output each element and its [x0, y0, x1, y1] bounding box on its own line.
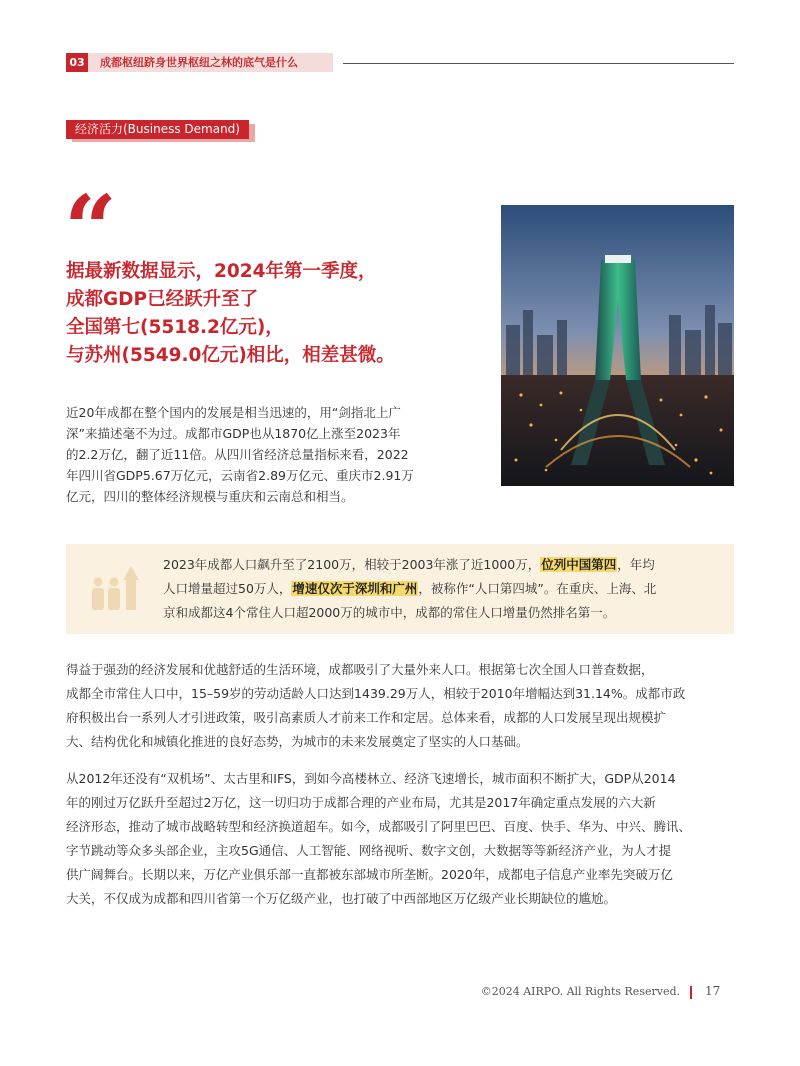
- quote-mark-icon: “: [64, 175, 117, 283]
- intro-paragraph: [66, 402, 456, 507]
- text-line: 府积极出台一系列人才引进政策，吸引高素质人才前来工作和定居。总体来看，成都的人口发展呈现出规模扩: [66, 710, 667, 725]
- page-number: 17: [705, 984, 721, 998]
- text-line: 大关，不仅成为成都和四川省第一个万亿级产业，也打破了中西部地区万亿级产业长期缺位的尴尬。: [66, 891, 617, 906]
- text-line: 字节跳动等众多头部企业，主攻5G通信、人工智能、网络视听、数字文创，大数据等等新经济产业，为人才提: [66, 843, 672, 858]
- highlight-line: 2023年成都人口飙升至了2100万，相较于2003年涨了近1000万，位列中国第四，年均: [163, 557, 655, 572]
- chengdu-skyline-photo: [501, 205, 734, 486]
- text-line: 经济形态，推动了城市战略转型和经济换道超车。如今，成都吸引了阿里巴巴、百度、快手、华为、中兴、腾讯、: [66, 819, 692, 834]
- header-divider: [343, 63, 734, 64]
- text-line: 得益于强劲的经济发展和优越舒适的生活环境，成都吸引了大量外来人口。根据第七次全国人口普查数据，: [66, 662, 654, 677]
- text-line: 年四川省GDP5.67万亿元，云南省2.89万亿元、重庆市2.91万: [66, 468, 414, 483]
- text-line: 年的刚过万亿跃升至超过2万亿，这一切归功于成都合理的产业布局，尤其是2017年确定重点发展的六大新: [66, 795, 656, 810]
- quote-line: 据最新数据显示，2024年第一季度，: [66, 261, 377, 282]
- industry-paragraph: [66, 767, 738, 911]
- text-line: 近20年成都在整个国内的发展是相当迅速的，用“剑指北上广: [66, 405, 401, 420]
- text-line: 深”来描述毫不为过。成都市GDP也从1870亿上涨至2023年: [66, 426, 401, 441]
- quote-line: 与苏州(5549.0亿元)相比，相差甚微。: [66, 345, 395, 366]
- text-line: 亿元，四川的整体经济规模与重庆和云南总和相当。: [66, 489, 354, 504]
- population-paragraph: [66, 658, 738, 754]
- section-title: 成都枢纽跻身世界枢纽之林的底气是什么: [100, 56, 298, 69]
- footer-divider: [690, 986, 692, 999]
- highlight-text: [163, 553, 723, 625]
- text-line: 大、结构优化和城镇化推进的良好态势，为城市的未来发展奠定了坚实的人口基础。: [66, 734, 529, 749]
- quote-line: 成都GDP已经跃升至了: [66, 289, 259, 310]
- text-line: 从2012年还没有“双机场”、太古里和IFS，到如今高楼林立、经济飞速增长，城市面积不断扩大，GDP从2014: [66, 771, 676, 786]
- text-line: 成都全市常住人口中，15–59岁的劳动适龄人口达到1439.29万人，相较于2010年增幅达到31.14%。成都市政: [66, 686, 686, 701]
- section-tag: 经济活力(Business Demand): [66, 120, 249, 139]
- quote-line: 全国第七(5518.2亿元)，: [66, 317, 284, 338]
- copyright: ©2024 AIRPO. All Rights Reserved.: [480, 985, 680, 998]
- population-growth-icon: [86, 560, 146, 616]
- text-line: 的2.2万亿，翻了近11倍。从四川省经济总量指标来看，2022: [66, 447, 409, 462]
- highlight-line: 人口增量超过50万人，增速仅次于深圳和广州，被称作“人口第四城”。在重庆、上海、北: [163, 581, 657, 596]
- highlight-mark: 位列中国第四: [541, 557, 617, 572]
- section-number: 03: [66, 53, 88, 72]
- highlight-mark: 增速仅次于深圳和广州: [292, 581, 418, 596]
- highlight-line: 京和成都这4个常住人口超2000万的城市中，成都的常住人口增量仍然排名第一。: [163, 605, 616, 620]
- pull-quote: [66, 258, 486, 370]
- text-line: 供广阔舞台。长期以来，万亿产业俱乐部一直都被东部城市所垄断。2020年，成都电子信息产业率先突破万亿: [66, 867, 673, 882]
